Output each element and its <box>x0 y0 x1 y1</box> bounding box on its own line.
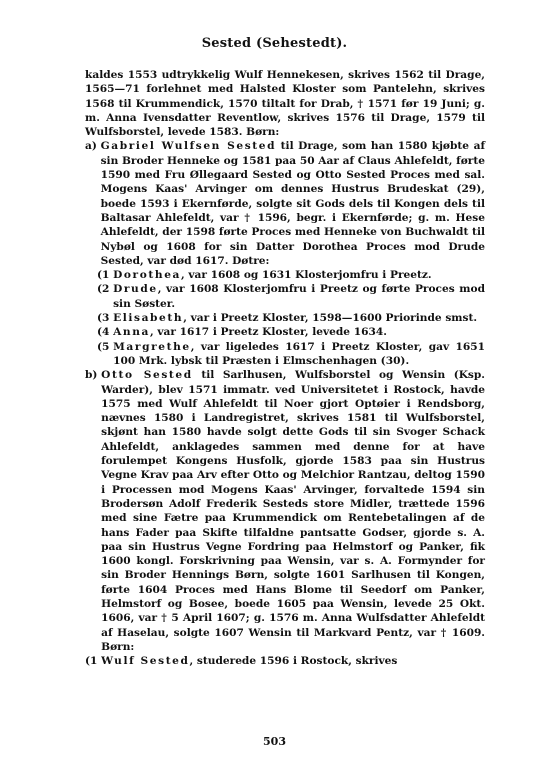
daughter-marker: (2 <box>97 283 110 296</box>
daughter-item <box>85 340 485 369</box>
page-header: Sested (Sehestedt). <box>201 36 348 51</box>
daughter-marker: (5 <box>97 340 110 353</box>
child-item <box>85 654 485 668</box>
daughter-text: , var i Preetz Kloster, 1598—1600 Priorinde smst. <box>183 312 478 325</box>
daughter-name: Margrethe <box>113 340 191 353</box>
daughter-marker: (4 <box>97 326 110 339</box>
daughter-name: Anna <box>113 326 150 339</box>
document-body <box>85 68 485 668</box>
entry-b <box>85 368 485 654</box>
child-name: Wulf Sested <box>101 655 190 668</box>
daughter-name: Drude <box>113 283 158 296</box>
intro-paragraph: kaldes 1553 udtrykkelig Wulf Hennekesen, skrives 1562 til Drage, 1565—71 forlehnet med Halsted Kloster som Pantelehn, skrives 1568 til Krummendick, 1570 tiltalt for Drab, † 1571 før 19 Juni; g. m. Anna Ivensdatter Reventlow, skrives 1576 til Drage, 1579 til Wulfsborstel, levede 1583. Børn: <box>85 69 485 139</box>
daughter-item <box>85 311 485 325</box>
entry-name: Otto Sested <box>101 369 193 382</box>
daughter-text: , var 1617 i Preetz Kloster, levede 1634. <box>149 326 387 339</box>
daughter-item <box>85 282 485 311</box>
daughter-text: , var 1608 og 1631 Klosterjomfru i Preetz. <box>181 269 432 282</box>
entry-marker: a) <box>85 140 97 153</box>
daughter-text: , var ligeledes 1617 i Preetz Kloster, gav 1651 100 Mrk. lybsk til Præsten i Elmschenhagen (30). <box>113 340 485 367</box>
daughter-item <box>85 325 485 339</box>
child-text: , studerede 1596 i Rostock, skrives <box>189 655 398 668</box>
daughter-text: , var 1608 Klosterjomfru i Preetz og førte Proces mod sin Søster. <box>113 283 485 310</box>
entry-text: til Drage, som han 1580 kjøbte af sin Broder Henneke og 1581 paa 50 Aar af Claus Ahlefeldt, førte 1590 med Fru Øllegaard Sested og Otto Sested Proces med sal. Mogens Kaas' Arvinger om dennes Hustrus Brudeskat (29), boede 1593 i Ekernførde, solgte sit Gods dels til Kongen dels til Baltasar Ahlefeldt, var † 1596, begr. i Ekernførde; g. m. Hese Ahlefeldt, der 1598 førte Proces med Henneke von Buchwaldt til Nybøl og 1608 for sin Datter Dorothea Proces mod Drude Sested, var død 1617. Døtre: <box>100 140 486 267</box>
entry-name: Gabriel Wulfsen Sested <box>100 140 277 153</box>
daughter-marker: (3 <box>97 312 110 325</box>
entry-text: til Sarlhusen, Wulfsborstel og Wensin (Ksp. Warder), blev 1571 immatr. ved Universitetet i Rostock, havde 1575 med Wulf Ahlefeldt til Noer gjort Optøier i Rendsborg, nævnes 1580 i Landregistret, skrives 1581 til Wulfsborstel, skjønt han 1580 havde solgt dette Gods til sin Svoger Schack Ahlefeldt, anklagedes sammen med denne for at have forulempet Kongens Husfolk, gjorde 1583 paa sin Hustrus Vegne Krav paa Arv efter Otto og Melchior Rantzau, deltog 1590 i Processen mod Mogens Kaas' Arvinger, forvaltede 1594 sin Brodersøn Adolf Frederik Sesteds store Midler, trættede 1596 med sine Fætre paa Krummendick om Rentebetalingen af de hans Fader paa Skifte tilfaldne pantsatte Godser, gjorde s. A. paa sin Hustrus Vegne Fordring paa Helmstorf og Panker, fik 1600 kongl. Forskrivning paa Wensin, var s. A. Formynder for sin Broder Hennings Børn, solgte 1601 Sarlhusen til Kongen, førte 1604 Proces med Hans Blome til Seedorf om Panker, Helmstorf og Bosee, boede 1605 paa Wensin, levede 25 Okt. 1606, var † 5 April 1607; g. 1576 m. Anna Wulfsdatter Ahlefeldt af Haselau, solgte 1607 Wensin til Markvard Pentz, var † 1609. Børn: <box>101 369 485 653</box>
daughter-item <box>85 268 485 282</box>
child-marker: (1 <box>85 655 98 668</box>
entry-a <box>85 139 485 268</box>
page-number: 503 <box>263 735 286 748</box>
daughter-marker: (1 <box>97 269 110 282</box>
daughter-name: Elisabeth <box>113 312 184 325</box>
daughter-name: Dorothea <box>113 269 181 282</box>
entry-marker: b) <box>85 369 98 382</box>
